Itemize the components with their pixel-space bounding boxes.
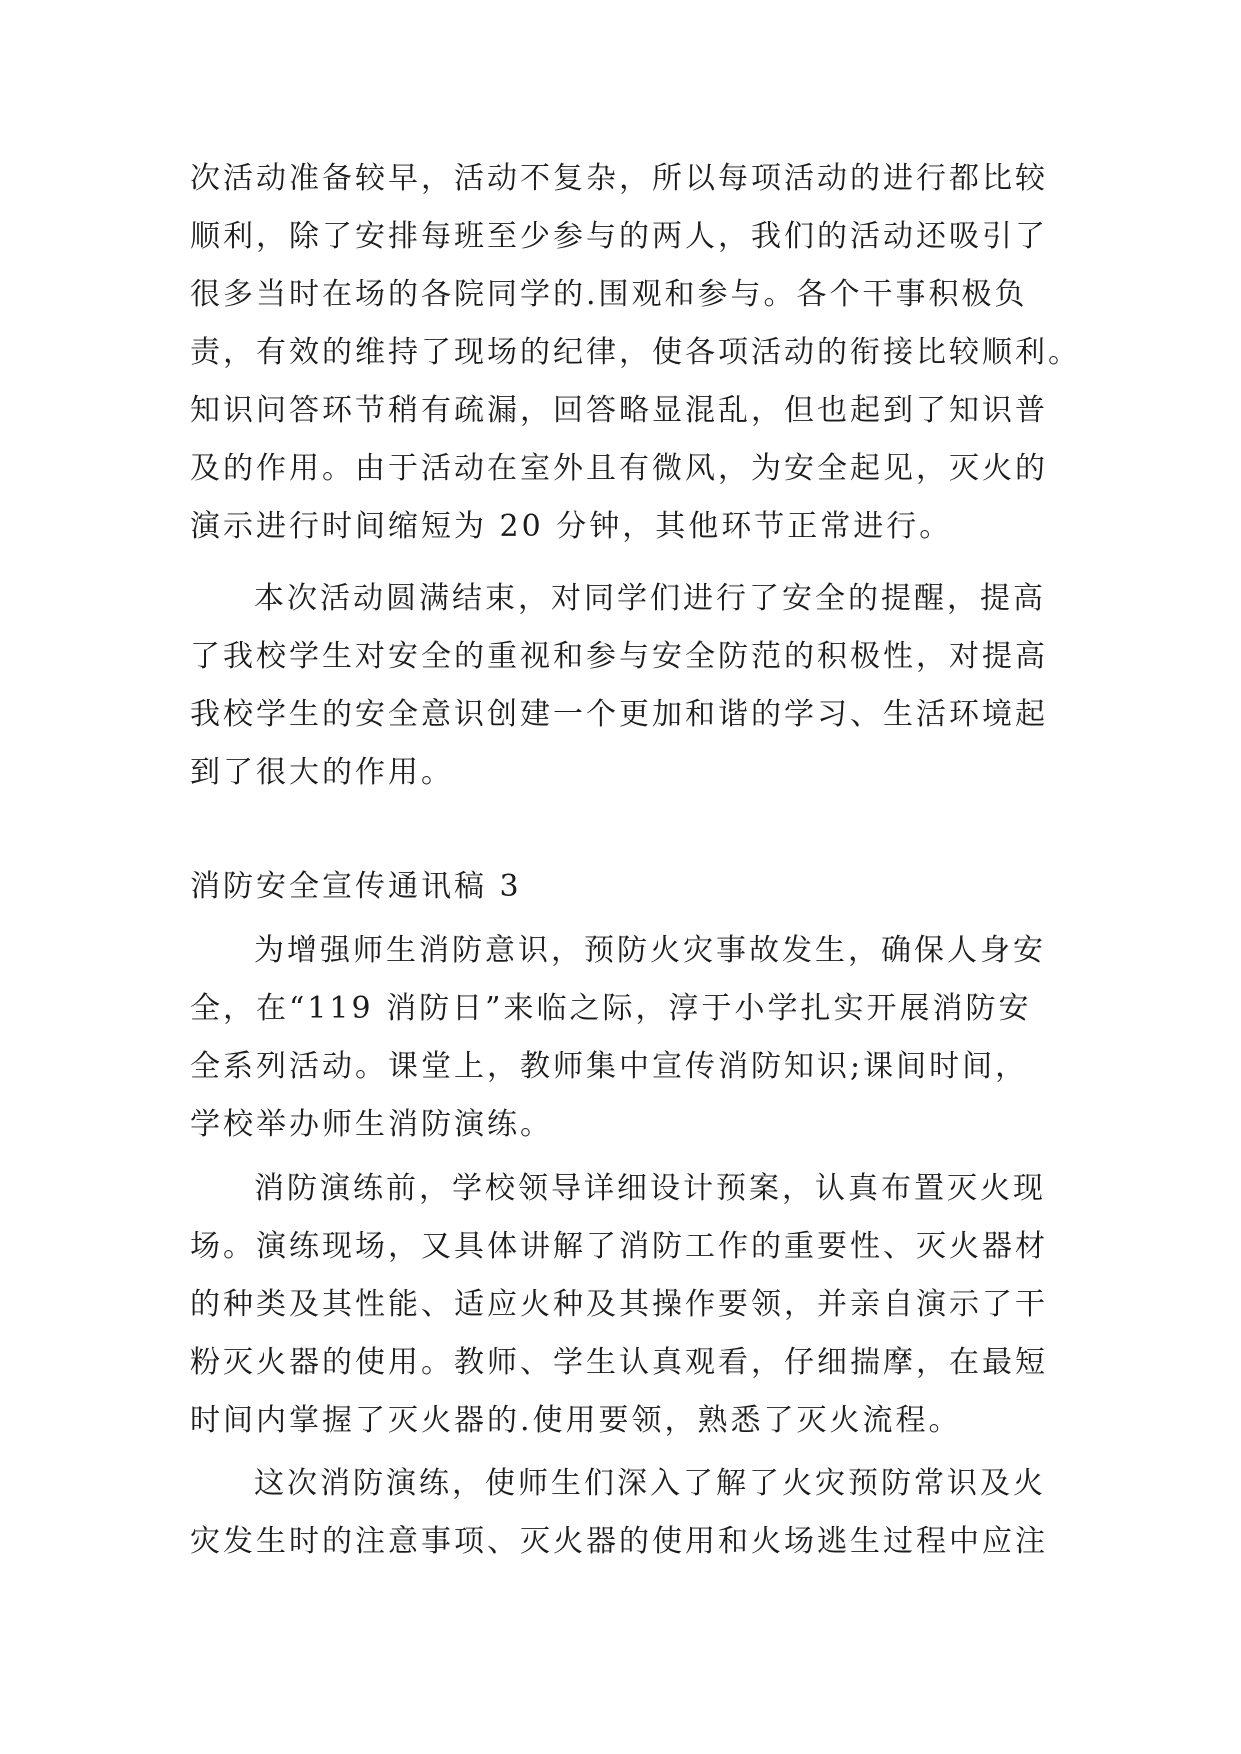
text-line: 很多当时在场的各院同学的.围观和参与。各个干事积极负 — [190, 277, 1028, 312]
text-line: 场。演练现场，又具体讲解了消防工作的重要性、灭火器材 — [190, 1229, 1048, 1264]
text-line: 责，有效的维持了现场的纪律，使各项活动的衔接比较顺利。 — [190, 335, 1081, 370]
paragraph-summary — [190, 1455, 1062, 1571]
text-line: 知识问答环节稍有疏漏，回答略显混乱，但也起到了知识普 — [190, 393, 1048, 428]
text-line: 演示进行时间缩短为 20 分钟，其他环节正常进行。 — [190, 509, 953, 544]
text-line: 这次消防演练，使师生们深入了解了火灾预防常识及火 — [254, 1466, 1046, 1501]
text-line: 全，在“119 消防日”来临之际，淳于小学扎实开展消防安 — [190, 991, 1032, 1026]
text-line: 的种类及其性能、适应火种及其操作要领，并亲自演示了干 — [190, 1287, 1048, 1322]
text-line: 为增强师生消防意识，预防火灾事故发生，确保人身安 — [254, 933, 1046, 968]
text-line: 本次活动圆满结束，对同学们进行了安全的提醒，提高 — [254, 581, 1046, 616]
text-line: 顺利，除了安排每班至少参与的两人，我们的活动还吸引了 — [190, 219, 1048, 254]
text-line: 粉灭火器的使用。教师、学生认真观看，仔细揣摩，在最短 — [190, 1345, 1048, 1380]
paragraph-conclusion — [190, 570, 1062, 802]
text-line: 消防演练前，学校领导详细设计预案，认真布置灭火现 — [254, 1171, 1046, 1206]
text-line: 我校学生的安全意识创建一个更加和谐的学习、生活环境起 — [190, 697, 1048, 732]
text-line: 了我校学生对安全的重视和参与安全防范的积极性，对提高 — [190, 639, 1048, 674]
section-heading-block — [190, 858, 1062, 916]
text-line: 学校举办师生消防演练。 — [190, 1107, 553, 1142]
text-line: 全系列活动。课堂上，教师集中宣传消防知识;课间时间， — [190, 1049, 1029, 1084]
text-line: 及的作用。由于活动在室外且有微风，为安全起见，灭火的 — [190, 451, 1048, 486]
text-line: 到了很大的作用。 — [190, 755, 454, 790]
text-line: 灾发生时的注意事项、灭火器的使用和火场逃生过程中应注 — [190, 1524, 1048, 1559]
text-line: 次活动准备较早，活动不复杂，所以每项活动的进行都比较 — [190, 161, 1048, 196]
text-line: 时间内掌握了灭火器的.使用要领，熟悉了灭火流程。 — [190, 1403, 962, 1438]
section-heading: 消防安全宣传通讯稿 3 — [190, 869, 522, 904]
paragraph-drill — [190, 1160, 1062, 1450]
paragraph-intro — [190, 922, 1062, 1154]
paragraph-continuation — [190, 150, 1081, 556]
